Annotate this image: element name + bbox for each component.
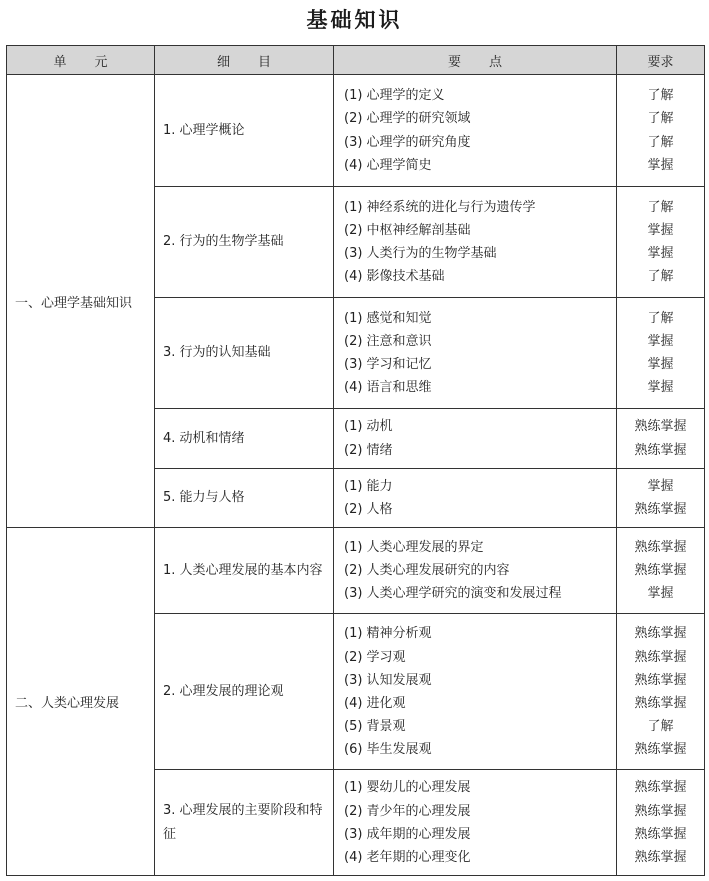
requirement-cell <box>617 528 705 614</box>
point-line: (4) 语言和思维 <box>344 380 432 396</box>
item-cell: 4. 动机和情绪 <box>155 409 334 469</box>
point-line: (3) 心理学的研究角度 <box>344 134 471 150</box>
requirement-line: 熟练掌握 <box>634 502 687 518</box>
table-row <box>7 528 705 614</box>
requirement-line: 掌握 <box>647 357 674 372</box>
point-line: (2) 学习观 <box>344 649 406 665</box>
requirement-line: 了解 <box>647 719 674 735</box>
requirement-line: 了解 <box>647 310 674 326</box>
point-line: (6) 毕生发展观 <box>344 742 432 758</box>
point-line: (3) 认知发展观 <box>344 672 432 688</box>
points-cell <box>334 528 617 614</box>
point-line: (4) 老年期的心理变化 <box>344 849 471 865</box>
requirement-line: 熟练掌握 <box>634 672 687 688</box>
point-line: (1) 动机 <box>344 419 393 435</box>
requirement-line: 掌握 <box>647 222 674 238</box>
table-row <box>7 75 705 187</box>
requirement-line: 熟练掌握 <box>634 563 687 579</box>
requirement-line: 掌握 <box>647 380 674 396</box>
point-line: (1) 感觉和知觉 <box>344 310 432 326</box>
item-cell: 5. 能力与人格 <box>155 469 334 528</box>
requirement-line: 了解 <box>647 111 674 127</box>
header-unit: 单元 <box>7 46 155 75</box>
header-requirement: 要求 <box>617 46 705 75</box>
requirement-cell <box>617 409 705 469</box>
requirement-line: 掌握 <box>647 479 674 494</box>
point-line: (1) 心理学的定义 <box>344 88 445 104</box>
point-line: (2) 人格 <box>344 502 393 518</box>
requirement-cell <box>617 469 705 528</box>
requirement-line: 掌握 <box>647 333 674 349</box>
point-line: (2) 青少年的心理发展 <box>344 803 471 819</box>
requirement-line: 熟练掌握 <box>634 649 687 665</box>
item-cell: 3. 心理发展的主要阶段和特征 <box>155 770 334 876</box>
point-line: (1) 精神分析观 <box>344 626 432 642</box>
requirement-line: 了解 <box>647 88 674 104</box>
header-item: 细目 <box>155 46 334 75</box>
point-line: (1) 婴幼儿的心理发展 <box>344 780 471 796</box>
requirement-cell <box>617 770 705 876</box>
item-cell: 1. 心理学概论 <box>155 75 334 187</box>
points-cell <box>334 469 617 528</box>
requirement-line: 熟练掌握 <box>634 540 687 556</box>
point-line: (1) 神经系统的进化与行为遗传学 <box>344 199 536 215</box>
requirement-line: 熟练掌握 <box>634 742 687 758</box>
point-line: (2) 情绪 <box>344 442 393 458</box>
points-cell <box>334 770 617 876</box>
point-line: (3) 人类行为的生物学基础 <box>344 246 497 261</box>
unit-cell: 二、人类心理发展 <box>7 528 155 876</box>
requirement-line: 熟练掌握 <box>634 826 687 842</box>
requirement-line: 了解 <box>647 269 674 285</box>
requirement-line: 熟练掌握 <box>634 695 687 711</box>
point-line: (3) 成年期的心理发展 <box>344 826 471 842</box>
header-points: 要点 <box>334 46 617 75</box>
table-header-row <box>7 46 705 75</box>
requirement-line: 熟练掌握 <box>634 442 687 458</box>
requirement-line: 掌握 <box>647 586 674 602</box>
point-line: (5) 背景观 <box>344 719 406 735</box>
point-line: (2) 注意和意识 <box>344 333 432 349</box>
point-line: (1) 能力 <box>344 479 393 494</box>
point-line: (4) 心理学简史 <box>344 157 432 173</box>
requirement-line: 熟练掌握 <box>634 780 687 796</box>
syllabus-table <box>6 45 705 876</box>
point-line: (2) 人类心理发展研究的内容 <box>344 563 510 579</box>
requirement-line: 熟练掌握 <box>634 419 687 435</box>
point-line: (4) 影像技术基础 <box>344 269 445 285</box>
point-line: (4) 进化观 <box>344 695 406 711</box>
requirement-cell <box>617 187 705 298</box>
requirement-cell <box>617 75 705 187</box>
point-line: (3) 学习和记忆 <box>344 357 432 372</box>
requirement-cell <box>617 298 705 409</box>
page-title: 基础知识 <box>306 8 403 32</box>
requirement-cell <box>617 614 705 770</box>
requirement-line: 熟练掌握 <box>634 803 687 819</box>
points-cell <box>334 187 617 298</box>
points-cell <box>334 298 617 409</box>
requirement-line: 掌握 <box>647 246 674 261</box>
requirement-line: 熟练掌握 <box>634 849 687 865</box>
item-cell: 2. 心理发展的理论观 <box>155 614 334 770</box>
item-cell: 1. 人类心理发展的基本内容 <box>155 528 334 614</box>
table-body <box>7 75 705 876</box>
points-cell <box>334 75 617 187</box>
point-line: (3) 人类心理学研究的演变和发展过程 <box>344 586 562 602</box>
points-cell <box>334 614 617 770</box>
point-line: (2) 心理学的研究领域 <box>344 111 471 127</box>
requirement-line: 了解 <box>647 199 674 215</box>
points-cell <box>334 409 617 469</box>
requirement-line: 了解 <box>647 134 674 150</box>
item-cell: 2. 行为的生物学基础 <box>155 187 334 298</box>
requirement-line: 掌握 <box>647 157 674 173</box>
unit-cell: 一、心理学基础知识 <box>7 75 155 528</box>
item-cell: 3. 行为的认知基础 <box>155 298 334 409</box>
requirement-line: 熟练掌握 <box>634 626 687 642</box>
point-line: (2) 中枢神经解剖基础 <box>344 222 471 238</box>
point-line: (1) 人类心理发展的界定 <box>344 540 484 556</box>
